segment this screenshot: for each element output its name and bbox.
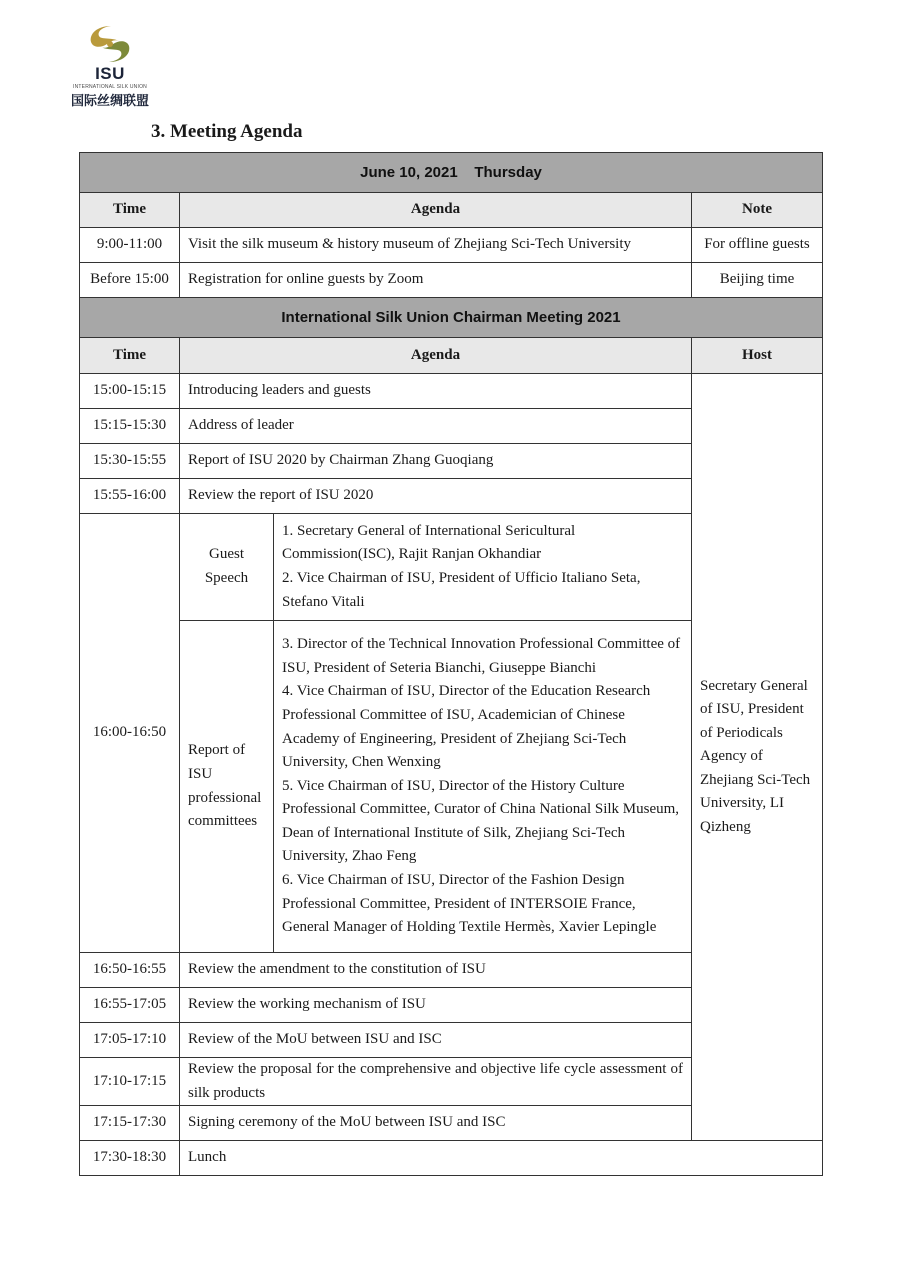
time-cell: 17:05-17:10 [80,1023,180,1058]
committee-speaker-item: 3. Director of the Technical Innovation Professional Committee of ISU, President of Seteria Bianchi, Giuseppe Bianchi [282,636,681,676]
time-cell: 16:55-17:05 [80,988,180,1023]
agenda-cell: Registration for online guests by Zoom [180,263,692,298]
agenda-cell: Review of the MoU between ISU and ISC [180,1023,692,1058]
committee-speaker-item: 4. Vice Chairman of ISU, Director of the Education Research Professional Committee of ISU, Academician of Chinese Academy of Engineering, President of Zhejiang Sci-Tech University, Chen Wenxing [282,683,651,771]
header-row [80,193,823,228]
time-cell: 15:15-15:30 [80,409,180,444]
header-row [80,338,823,374]
header-host: Host [692,338,823,374]
isu-logo [66,24,156,108]
note-cell: For offline guests [692,228,823,263]
header-agenda: Agenda [180,193,692,228]
time-cell: 15:30-15:55 [80,444,180,479]
logo-abbreviation: ISU [95,64,125,83]
table-row [80,263,823,298]
lunch-row [80,1141,823,1176]
silk-swirl-icon [85,24,135,64]
time-cell: 16:50-16:55 [80,953,180,988]
header-time: Time [80,338,180,374]
table-row [80,374,823,409]
agenda-cell: Visit the silk museum & history museum of Zhejiang Sci-Tech University [180,228,692,263]
agenda-cell: Signing ceremony of the MoU between ISU and ISC [180,1106,692,1141]
time-cell: 17:15-17:30 [80,1106,180,1141]
guest-speaker-item: 2. Vice Chairman of ISU, President of Ufficio Italiano Seta, Stefano Vitali [282,570,641,610]
agenda-cell: Introducing leaders and guests [180,374,692,409]
day-band-row [80,153,823,193]
guest-speaker-item: 1. Secretary General of International Sericultural Commission(ISC), Rajit Ranjan Okhandiar [282,522,576,563]
section-title: 3. Meeting Agenda [151,121,303,142]
committee-report-label: Report of ISU professional committees [180,621,274,953]
time-cell: 16:00-16:50 [80,514,180,953]
table-row [80,228,823,263]
header-agenda: Agenda [180,338,692,374]
agenda-cell: Review the working mechanism of ISU [180,988,692,1023]
agenda-table [79,152,823,1176]
guest-speech-list [274,514,692,621]
time-cell: 15:55-16:00 [80,479,180,514]
day-band: June 10, 2021 Thursday [80,153,823,193]
committee-speaker-item: 5. Vice Chairman of ISU, Director of the History Culture Professional Committee, Curator of China National Silk Museum, Dean of International Institute of Silk, Zhejiang Sci-Tech University, Zhao Feng [282,777,680,865]
agenda-cell: Report of ISU 2020 by Chairman Zhang Guoqiang [180,444,692,479]
committee-report-list [274,621,692,953]
host-cell: Secretary General of ISU, President of Periodicals Agency of Zhejiang Sci-Tech University, LI Qizheng [692,374,823,1141]
agenda-cell: Review the proposal for the comprehensive and objective life cycle assessment of silk products [180,1058,692,1106]
header-note: Note [692,193,823,228]
time-cell: 17:30-18:30 [80,1141,180,1176]
time-cell: Before 15:00 [80,263,180,298]
meeting-band: International Silk Union Chairman Meeting 2021 [80,298,823,338]
meeting-band-row [80,298,823,338]
logo-full-name: INTERNATIONAL SILK UNION [73,84,147,90]
committee-speaker-item: 6. Vice Chairman of ISU, Director of the Fashion Design Professional Committee, President of INTERSOIE France, General Manager of Holding Textile Hermès, Xavier Lepingle [282,872,657,936]
logo-chinese-name: 国际丝绸联盟 [70,94,149,109]
agenda-cell: Address of leader [180,409,692,444]
agenda-cell: Review the report of ISU 2020 [180,479,692,514]
guest-speech-label: Guest Speech [180,514,274,621]
agenda-cell: Review the amendment to the constitution of ISU [180,953,692,988]
time-cell: 17:10-17:15 [80,1058,180,1106]
time-cell: 9:00-11:00 [80,228,180,263]
time-cell: 15:00-15:15 [80,374,180,409]
agenda-cell: Lunch [180,1141,823,1176]
note-cell: Beijing time [692,263,823,298]
header-time: Time [80,193,180,228]
